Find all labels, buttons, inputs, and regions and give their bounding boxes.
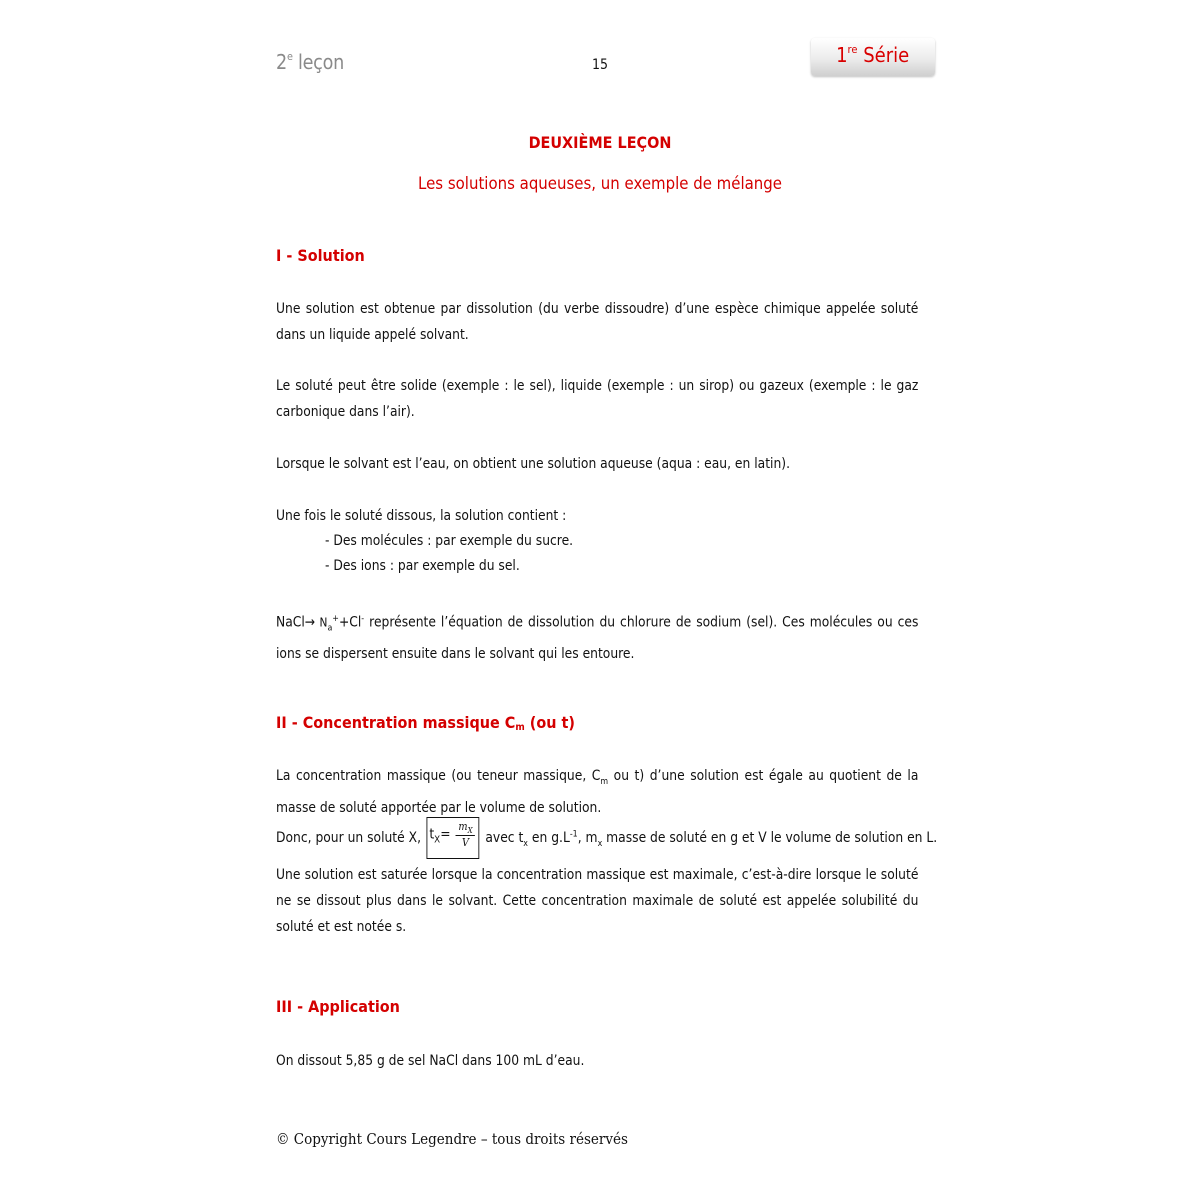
paragraph-definition: Une solution est obtenue par dissolution (du verbe dissoudre) d’une espèce chimique appelée soluté dans un liquide appelé solvant.: [276, 301, 919, 343]
num-sub: X: [467, 826, 473, 836]
heading-sub: m: [515, 722, 525, 733]
text: en g.L: [527, 830, 570, 846]
page-title: DEUXIÈME LEÇON: [528, 133, 672, 152]
paragraph-contains: Une fois le soluté dissous, la solution contient :: [276, 508, 567, 524]
ion-na: N: [315, 615, 328, 630]
paragraph-application: On dissout 5,85 g de sel NaCl dans 100 mL d’eau.: [276, 1053, 585, 1069]
ion-cl: +Cl: [338, 614, 362, 631]
paragraph-equation: [276, 606, 918, 667]
lesson-word: leçon: [292, 50, 344, 74]
arrow-icon: →: [304, 614, 316, 631]
formula-lhs-sub: X: [434, 834, 441, 846]
heading-end: (ou t): [524, 713, 575, 732]
formula-box: [427, 817, 480, 859]
formula-intro: Donc, pour un soluté X,: [276, 830, 425, 846]
sub: x: [523, 838, 528, 849]
paragraph-aqueous: Lorsque le solvant est l’eau, on obtient une solution aqueuse (aqua : eau, en latin).: [276, 456, 791, 472]
series-badge: [811, 38, 935, 76]
formula-line: [276, 817, 937, 859]
num: m: [458, 820, 468, 833]
heading-main: II - Concentration massique C: [276, 713, 516, 732]
series-word: Série: [857, 43, 910, 67]
formula-lhs: t: [429, 826, 435, 843]
sub: x: [597, 838, 603, 849]
equation-description: représente l’équation de dissolution du chlorure de sodium (sel). Ces molécules ou ces ions se dispersent ensuite dans le solvant qui les entoure.: [276, 614, 919, 663]
text: ou t) d’une solution est égale au quotient de la masse de soluté apportée par le volume de solution.: [276, 768, 919, 816]
copyright-footer: © Copyright Cours Legendre – tous droits réservés: [276, 1130, 628, 1148]
section-heading-application: III - Application: [276, 997, 400, 1016]
list-item-ions: - Des ions : par exemple du sel.: [325, 558, 520, 574]
series-sup: re: [847, 43, 858, 56]
series-label: [836, 43, 909, 67]
series-number: 1: [836, 43, 848, 67]
section-heading-concentration: [276, 713, 575, 733]
list-item-molecules: - Des molécules : par exemple du sucre.: [325, 533, 574, 549]
sup: -1: [569, 829, 578, 840]
section-heading-solution: I - Solution: [276, 246, 365, 265]
equation-lhs: NaCl: [276, 614, 305, 631]
paragraph-concentration-def: [276, 763, 918, 821]
lesson-label: [276, 50, 344, 74]
page-subtitle: Les solutions aqueuses, un exemple de mélange: [418, 174, 782, 194]
fraction: [456, 820, 475, 849]
text: , m: [577, 830, 598, 846]
sub: m: [600, 776, 609, 787]
paragraph-saturation: Une solution est saturée lorsque la concentration massique est maximale, c’est-à-dire lorsque le soluté ne se dissout plus dans le solvant. Cette concentration maximale de soluté est appelée solubilité du soluté et est notée s.: [276, 867, 919, 935]
lesson-number: 2: [276, 50, 287, 74]
paragraph-solute-types: Le soluté peut être solide (exemple : le sel), liquide (exemple : un sirop) ou gazeux (exemple : le gaz carbonique dans l’air).: [276, 378, 919, 420]
fraction-numerator: [456, 820, 475, 836]
ion-cl-charge: -: [361, 614, 365, 624]
formula-equals: =: [440, 826, 451, 843]
text: La concentration massique (ou teneur massique, C: [276, 768, 601, 784]
lesson-sup: e: [286, 50, 293, 63]
page-number: 15: [592, 57, 609, 73]
text: avec t: [481, 830, 524, 846]
text: masse de soluté en g et V le volume de solution en L.: [602, 830, 938, 846]
ion-na-sub: a: [327, 623, 333, 634]
ion-na-charge: +: [332, 614, 339, 624]
fraction-denominator: V: [462, 836, 470, 850]
